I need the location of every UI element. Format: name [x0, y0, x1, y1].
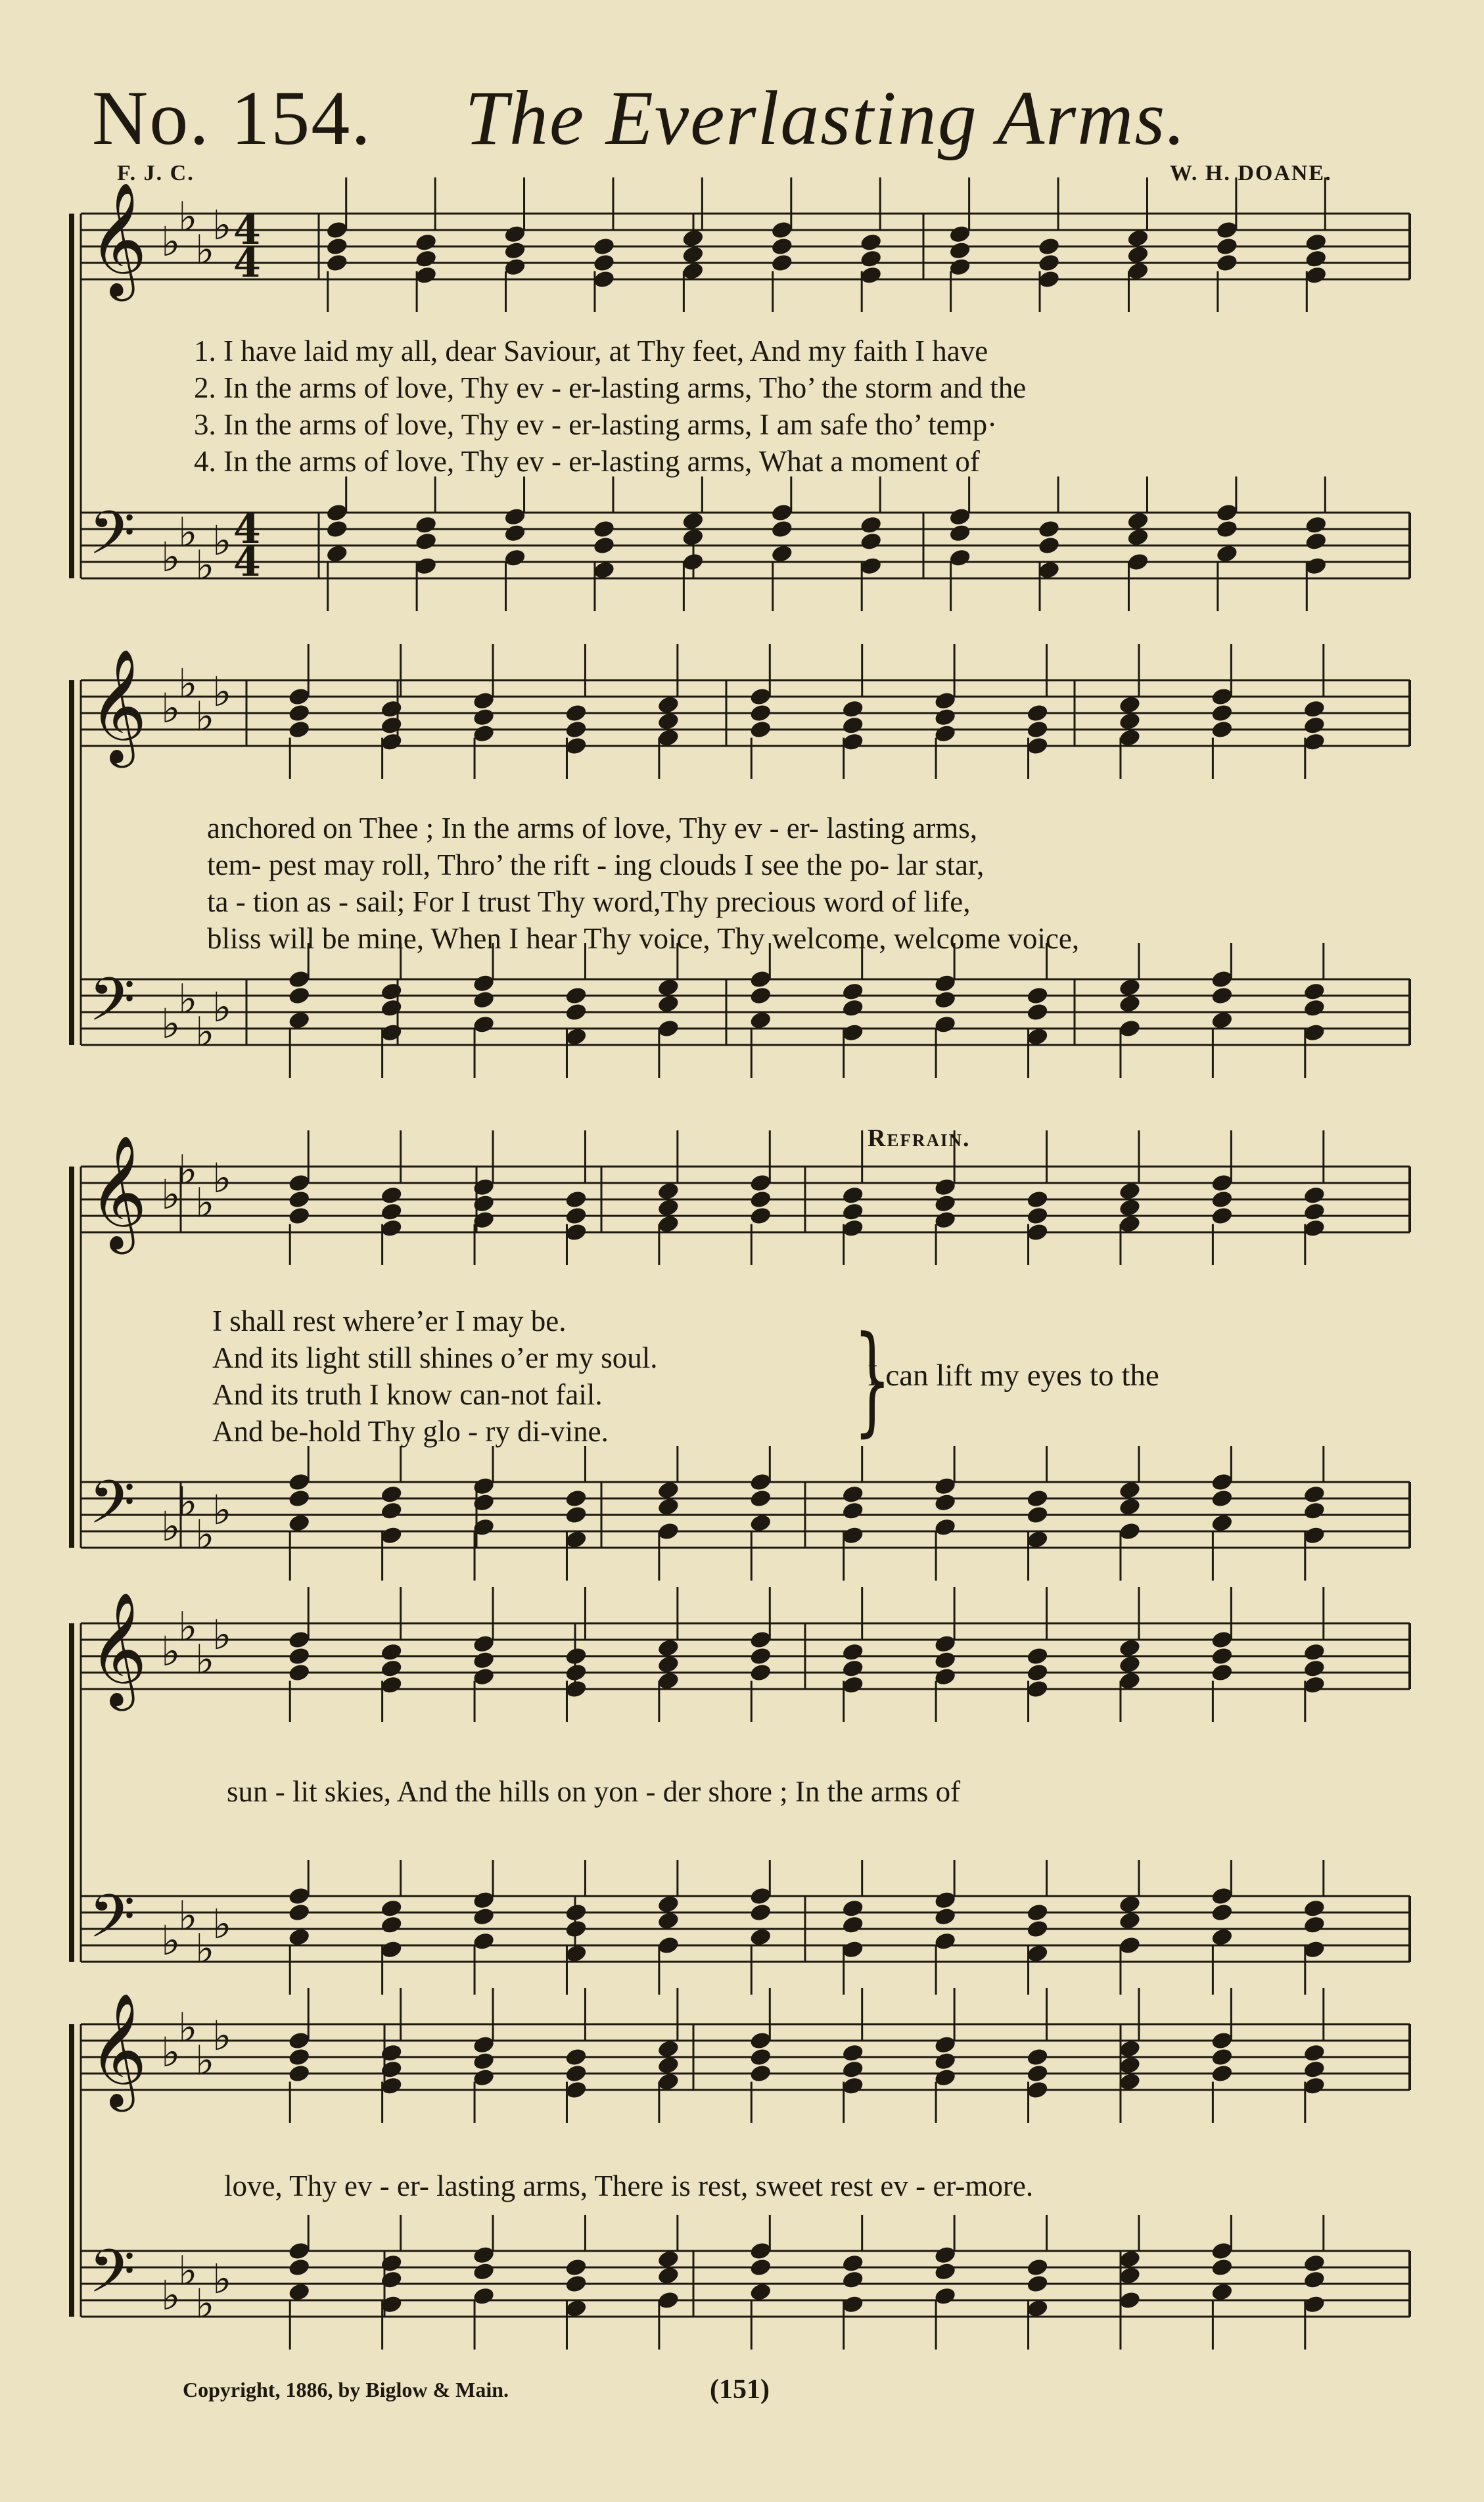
svg-text:♭: ♭	[212, 1486, 232, 1534]
svg-text:♭: ♭	[178, 659, 198, 708]
hymn-number: No. 154.	[92, 75, 372, 161]
svg-text:♭: ♭	[212, 517, 232, 565]
verse-brace: }	[853, 1311, 891, 1448]
svg-text:♭: ♭	[161, 1170, 181, 1218]
svg-text:♭: ♭	[178, 1891, 198, 1940]
svg-text:♭: ♭	[195, 2036, 215, 2085]
lyric-line: anchored on Thee ; In the arms of love, Thy ev - er- lasting arms,	[207, 812, 978, 845]
svg-text:𝄞: 𝄞	[89, 182, 147, 296]
hymn-title	[92, 74, 1187, 163]
svg-text:4: 4	[233, 540, 261, 586]
svg-text:♭: ♭	[212, 2255, 232, 2303]
lyric-line: sun - lit skies, And the hills on yon - der shore ; In the arms of	[227, 1775, 961, 1808]
svg-text:♭: ♭	[161, 1916, 181, 1964]
svg-text:♭: ♭	[178, 2246, 198, 2295]
lyric-line: And be-hold Thy glo - ry di-vine.	[212, 1415, 609, 1448]
svg-text:♭: ♭	[212, 1611, 232, 1659]
lyric-line: 2. In the arms of love, Thy ev - er-lasting arms, Tho’ the storm and the	[194, 371, 1027, 404]
svg-text:𝄞: 𝄞	[89, 1135, 147, 1249]
svg-text:♭: ♭	[161, 533, 181, 581]
svg-text:♭: ♭	[195, 1510, 215, 1559]
svg-text:♭: ♭	[212, 983, 232, 1031]
svg-text:♭: ♭	[178, 975, 198, 1023]
svg-text:♭: ♭	[195, 1924, 215, 1973]
svg-text:♭: ♭	[195, 541, 215, 590]
svg-text:♭: ♭	[212, 1154, 232, 1202]
svg-text:♭: ♭	[178, 1602, 198, 1651]
music-system-5	[69, 1993, 1413, 2373]
lyrics-block-4	[227, 1773, 960, 1810]
composer-credit: W. H. DOANE.	[1170, 161, 1332, 185]
lyric-line: I shall rest where’er I may be.	[212, 1305, 567, 1337]
music-system-1	[69, 182, 1413, 618]
music-system-4	[69, 1592, 1413, 1998]
lyric-line: ta - tion as - sail; For I trust Thy word,Thy precious word of life,	[207, 885, 971, 918]
svg-text:4: 4	[233, 241, 261, 287]
svg-text:♭: ♭	[212, 1900, 232, 1948]
svg-text:♭: ♭	[195, 225, 215, 274]
svg-text:♭: ♭	[161, 684, 181, 732]
svg-text:𝄢: 𝄢	[89, 965, 135, 1049]
refrain-words: I can lift my eyes to the	[868, 1358, 1159, 1393]
svg-text:4: 4	[233, 208, 261, 254]
svg-text:♭: ♭	[161, 1502, 181, 1550]
svg-text:♭: ♭	[195, 1635, 215, 1684]
lyric-line: love, Thy ev - er- lasting arms, There is rest, sweet rest ev - er-more.	[224, 2169, 1034, 2202]
lyric-line: bliss will be mine, When I hear Thy voice, Thy welcome, welcome voice,	[207, 922, 1080, 955]
svg-text:♭: ♭	[195, 2279, 215, 2328]
lyrics-block-2	[207, 810, 1079, 957]
svg-text:♭: ♭	[178, 1477, 198, 1526]
music-system-2	[69, 649, 1413, 1084]
svg-text:♭: ♭	[212, 668, 232, 716]
svg-text:𝄞: 𝄞	[89, 649, 147, 763]
svg-text:♭: ♭	[161, 1627, 181, 1675]
svg-text:♭: ♭	[195, 692, 215, 741]
lyric-line: And its light still shines o’er my soul.	[212, 1341, 658, 1374]
copyright-notice: Copyright, 1886, by Biglow & Main.	[183, 2378, 509, 2401]
svg-text:♭: ♭	[161, 2028, 181, 2076]
svg-text:♭: ♭	[195, 1178, 215, 1227]
svg-text:𝄢: 𝄢	[89, 1882, 135, 1966]
lyrics-block-5	[224, 2167, 1033, 2204]
svg-text:♭: ♭	[161, 218, 181, 266]
svg-text:♭: ♭	[161, 2271, 181, 2319]
svg-text:𝄞: 𝄞	[89, 1993, 147, 2107]
lyric-line: 3. In the arms of love, Thy ev - er-lasting arms, I am safe tho’ temp·	[194, 408, 998, 441]
svg-text:𝄢: 𝄢	[89, 1468, 135, 1552]
svg-text:♭: ♭	[178, 193, 198, 241]
lyricist-credit: F. J. C.	[117, 161, 195, 185]
svg-text:4: 4	[233, 507, 261, 553]
svg-text:𝄞: 𝄞	[89, 1592, 147, 1706]
refrain-label: Refrain.	[868, 1124, 971, 1152]
svg-text:♭: ♭	[178, 508, 198, 557]
lyrics-block-3	[212, 1303, 658, 1450]
svg-text:♭: ♭	[212, 2012, 232, 2060]
svg-text:𝄢: 𝄢	[89, 498, 135, 582]
lyric-line: tem- pest may roll, Thro’ the rift - ing clouds I see the po- lar star,	[207, 848, 985, 881]
lyrics-block-1	[194, 333, 1026, 480]
lyric-line: And its truth I know can-not fail.	[212, 1378, 603, 1411]
svg-text:𝄢: 𝄢	[89, 2236, 135, 2321]
hymn-name: The Everlasting Arms.	[465, 75, 1187, 161]
svg-text:♭: ♭	[161, 1000, 181, 1048]
svg-text:♭: ♭	[195, 1008, 215, 1056]
svg-text:♭: ♭	[212, 201, 232, 249]
svg-text:♭: ♭	[178, 1146, 198, 1194]
page-number: (151)	[710, 2375, 770, 2405]
lyric-line: 4. In the arms of love, Thy ev - er-lasting arms, What a moment of	[194, 445, 980, 478]
svg-text:♭: ♭	[178, 2003, 198, 2052]
lyric-line: 1. I have laid my all, dear Saviour, at Thy feet, And my faith I have	[194, 335, 988, 367]
